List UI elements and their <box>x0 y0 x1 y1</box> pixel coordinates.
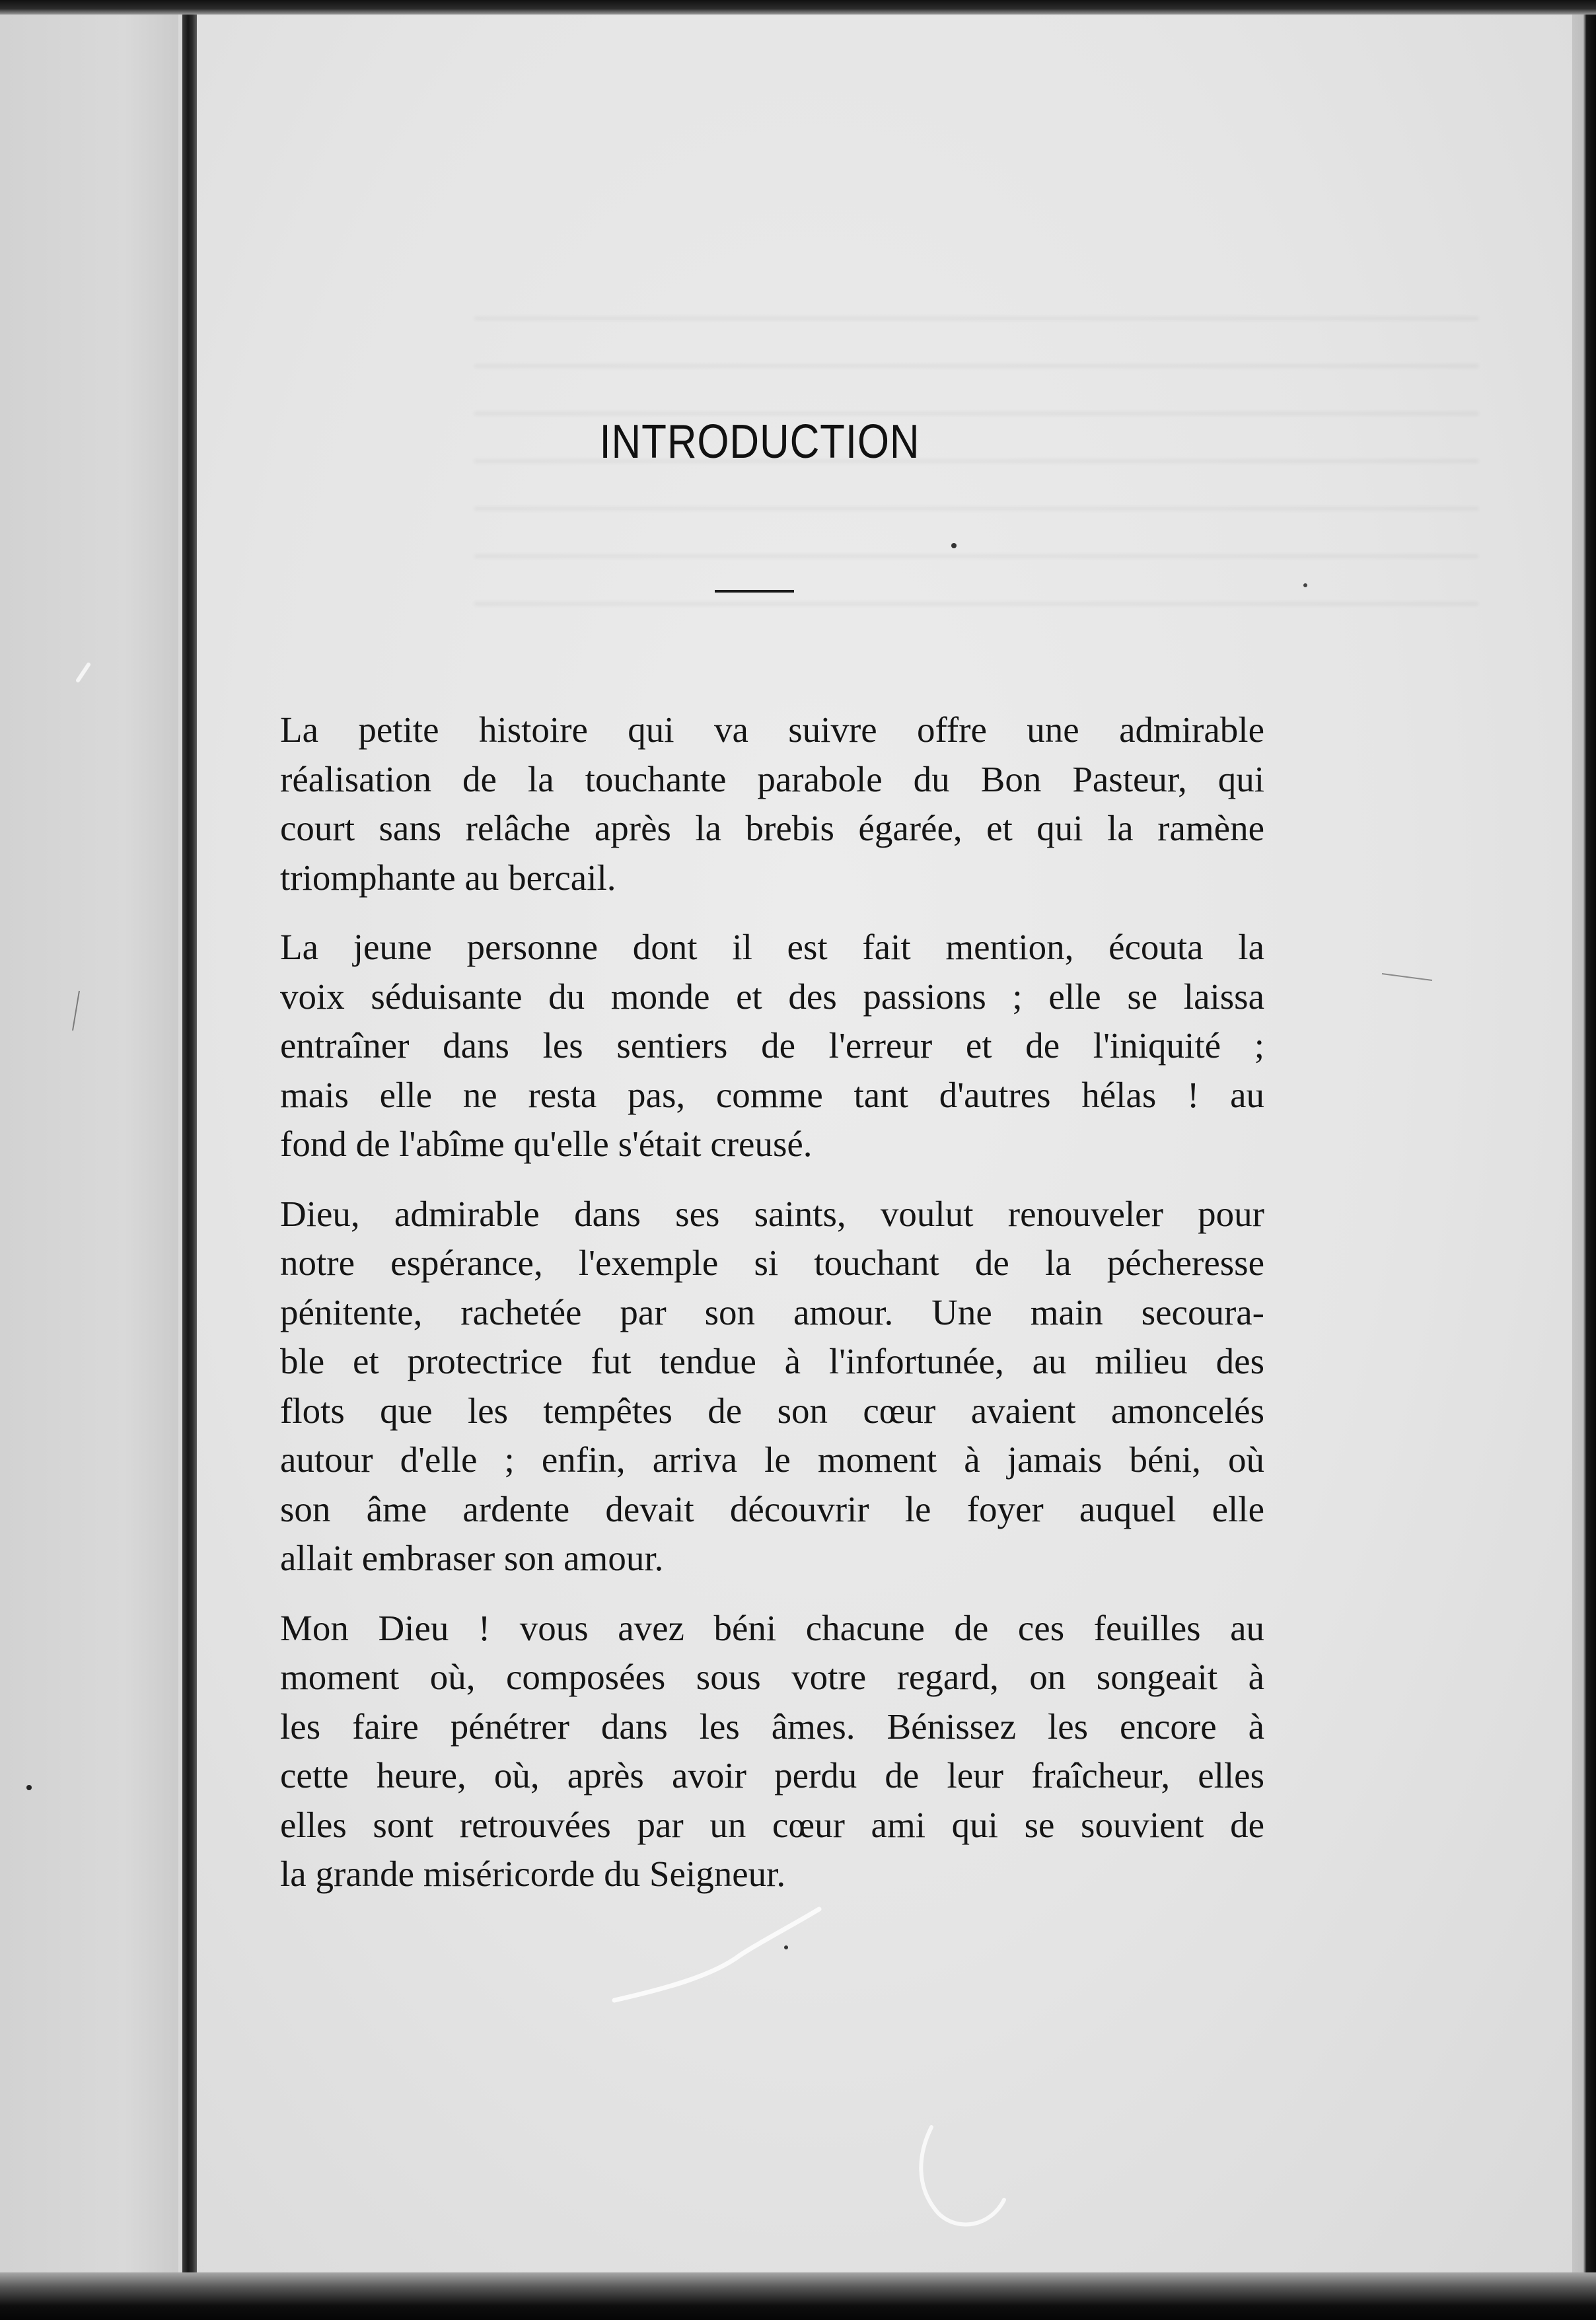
scratch-mark <box>921 2127 1004 2224</box>
scratch-mark <box>614 1909 819 2000</box>
text-line: La jeune personne dont il est fait mention, écouta la <box>280 927 1264 967</box>
text-line: ble et protectrice fut tendue à l'infortunée, au milieu des <box>280 1341 1264 1381</box>
text-line: les faire pénétrer dans les âmes. Bénissez les encore à <box>280 1706 1264 1747</box>
text-line: réalisation de la touchante parabole du Bon Pasteur, qui <box>280 758 1264 799</box>
text-line: La petite histoire qui va suivre offre une admirable <box>280 709 1264 750</box>
text-line: Dieu, admirable dans ses saints, voulut renouveler pour <box>280 1193 1264 1234</box>
text-line: voix séduisante du monde et des passions ; elle se laissa <box>280 976 1264 1017</box>
text-line: allait embraser son amour. <box>280 1538 664 1578</box>
text-line: entraîner dans les sentiers de l'erreur et de l'iniquité ; <box>280 1025 1264 1066</box>
dust-speck <box>784 1945 788 1949</box>
text-line: moment où, composées sous votre regard, on songeait à <box>280 1657 1264 1697</box>
text-line: fond de l'abîme qu'elle s'était creusé. <box>280 1124 813 1164</box>
text-line: court sans relâche après la brebis égarée, et qui la ramène <box>280 808 1264 848</box>
text-line: la grande miséricorde du Seigneur. <box>280 1854 786 1894</box>
dust-speck <box>1303 583 1307 587</box>
text-line: Mon Dieu ! vous avez béni chacune de ces feuilles au <box>280 1607 1264 1648</box>
text-line: mais elle ne resta pas, comme tant d'autres hélas ! au <box>280 1074 1264 1115</box>
text-line: triomphante au bercail. <box>280 857 616 898</box>
text-line: cette heure, où, après avoir perdu de leur fraîcheur, elles <box>280 1755 1264 1795</box>
page-title: INTRODUCTION <box>599 416 920 468</box>
text-line: son âme ardente devait découvrir le foyer auquel elle <box>280 1488 1264 1529</box>
text-line: flots que les tempêtes de son cœur avaient amoncelés <box>280 1390 1264 1431</box>
text-line: autour d'elle ; enfin, arriva le moment à jamais béni, où <box>280 1439 1264 1480</box>
dust-speck <box>26 1785 32 1790</box>
scratch-mark <box>1382 974 1432 980</box>
scratch-mark <box>73 991 79 1031</box>
dust-speck <box>951 543 957 548</box>
text-line: elles sont retrouvées par un cœur ami qui se souvient de <box>280 1804 1264 1845</box>
scratch-mark <box>78 665 89 680</box>
text-line: notre espérance, l'exemple si touchant de la pécheresse <box>280 1243 1264 1283</box>
text-line: pénitente, rachetée par son amour. Une main secoura- <box>280 1291 1264 1332</box>
